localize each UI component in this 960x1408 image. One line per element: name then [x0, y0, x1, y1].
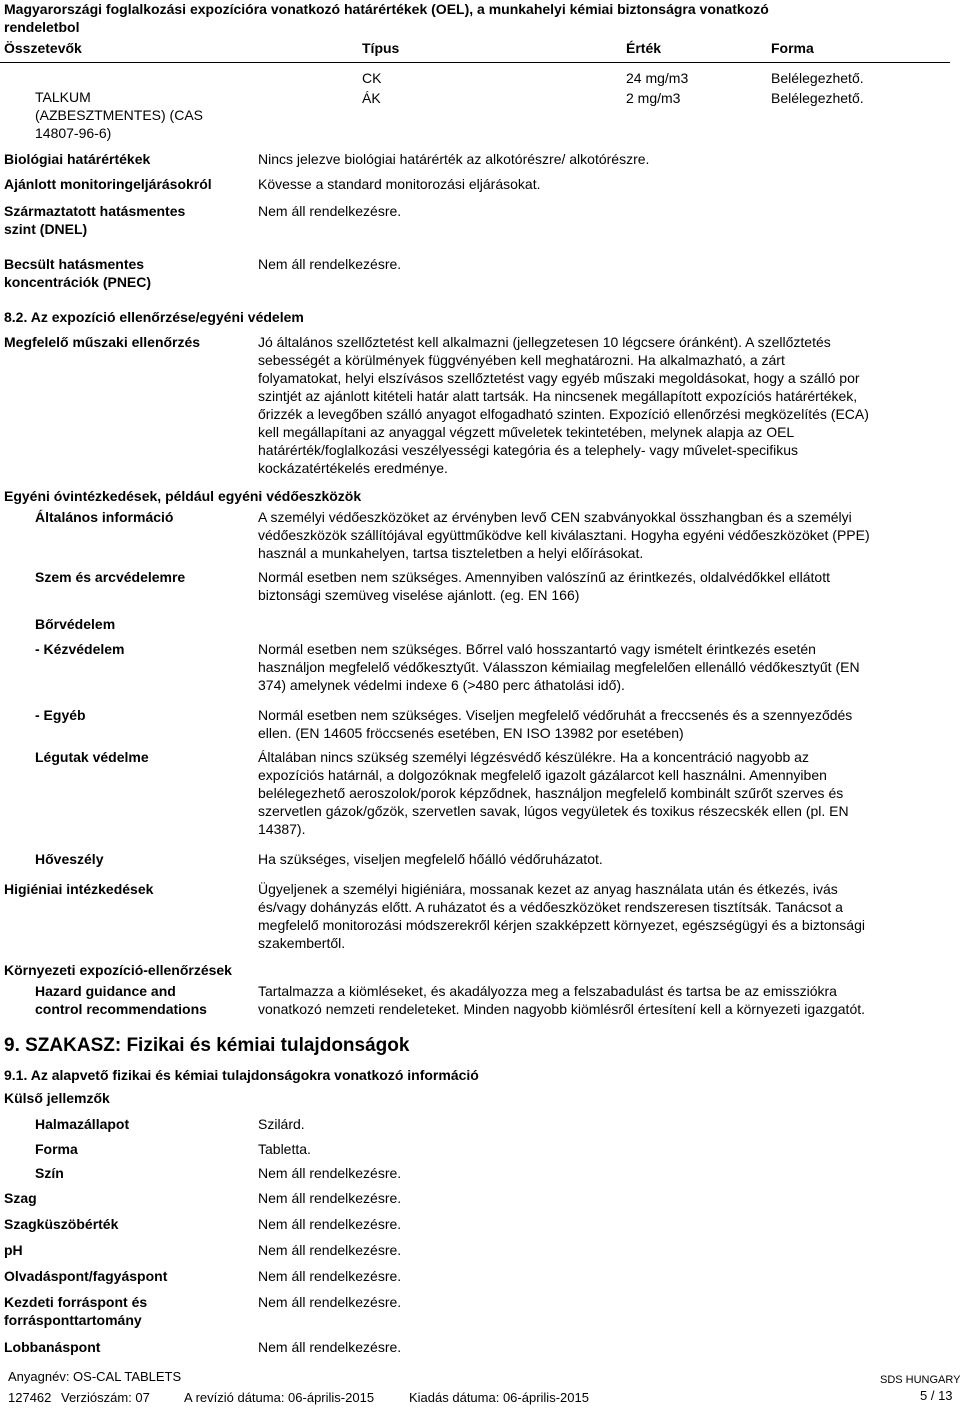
- respiratory-protection-text: [258, 748, 958, 838]
- melting-point-label: Olvadáspont/fagyáspont: [4, 1268, 168, 1284]
- bio-limits-value: Nincs jelezve biológiai határérték az alkotórészre/ alkotórészre.: [258, 151, 650, 167]
- footer-sds-label: SDS HUNGARY: [880, 1374, 960, 1386]
- respiratory-protection-line: Általában nincs szükség személyi légzésvédő készülékre. Ha a koncentráció nagyobb az: [258, 749, 809, 765]
- footer-revision-date: A revízió dátuma: 06-április-2015: [184, 1390, 375, 1405]
- other-protection-line: ellen. (EN 14605 fröccsenés esetében, EN ISO 13982 por esetében): [258, 725, 684, 741]
- respiratory-protection-line: szervetlen gázok/gőzök, szervetlen savak, lúgos vegyületek és toxikus részecskék ellen (pl. EN: [258, 803, 849, 819]
- respiratory-protection-label: Légutak védelme: [35, 749, 149, 765]
- physical-state-label: Halmazállapot: [35, 1116, 130, 1132]
- eye-protection-label: Szem és arcvédelemre: [35, 569, 186, 585]
- col-header-form: Forma: [771, 40, 814, 56]
- eye-protection-line: biztonsági szemüveg viselése ajánlott. (eg. EN 166): [258, 587, 580, 603]
- footer-issue-date: Kiadás dátuma: 06-április-2015: [409, 1390, 589, 1405]
- general-info-line: védőeszközök szállítójával együttműködve kell kiválasztani. Hogyha egyéni védőeszközöket (PPE): [258, 527, 870, 543]
- engineering-controls-line: Jó általános szellőztetést kell alkalmazni (jellegzetesen 10 légcsere óránként). A szellőztetés: [258, 334, 831, 350]
- section-9-1-heading: 9.1. Az alapvető fizikai és kémiai tulajdonságokra vonatkozó információ: [4, 1067, 479, 1083]
- footer-page-number: 5 / 13: [920, 1388, 953, 1403]
- general-info-line: A személyi védőeszközöket az érvényben levő CEN szabványokkal összhangban és a személyi: [258, 509, 852, 525]
- flash-point-value: Nem áll rendelkezésre.: [258, 1339, 402, 1355]
- general-info-line: használ a munkahelyen, tartsa tiszteletben a helyi előírásokat.: [258, 545, 644, 561]
- oel-title-line: rendeletbol: [4, 19, 80, 35]
- col-header-type: Típus: [362, 40, 400, 56]
- boiling-point-label: [4, 1293, 244, 1329]
- general-info-label: Általános információ: [35, 509, 174, 525]
- oel-type-ck: CK: [362, 70, 382, 86]
- oel-type-ak: ÁK: [362, 90, 381, 106]
- header-rule: [0, 62, 950, 63]
- color-label: Szín: [35, 1165, 64, 1181]
- oel-component: [35, 88, 255, 142]
- oel-value-ck: 24 mg/m3: [626, 70, 689, 86]
- hygiene-line: megfelelő monitorozási módszerekről kérjen szakképzett környezet, egészségügyi és a biztonsági: [258, 917, 865, 933]
- pnec-value: Nem áll rendelkezésre.: [258, 256, 402, 272]
- form-label: Forma: [35, 1141, 78, 1157]
- hand-protection-line: 374) amelynek védelmi indexe 6 (>480 perc áthatolási idő).: [258, 677, 625, 693]
- oel-title: [4, 0, 954, 36]
- hand-protection-label: - Kézvédelem: [35, 641, 125, 657]
- footer-product-name: Anyagnév: OS-CAL TABLETS: [8, 1369, 182, 1384]
- physical-state-value: Szilárd.: [258, 1116, 305, 1132]
- engineering-controls-line: őrizzék a levegőben szálló anyagot elfogadható szinten. Expozíció ellenőrzési megközelítés (ECA): [258, 406, 869, 422]
- ppe-heading: Egyéni óvintézkedések, például egyéni védőeszközök: [4, 488, 362, 504]
- other-protection-text: [258, 706, 958, 742]
- hygiene-text: [258, 880, 958, 952]
- odor-threshold-label: Szagküszöbérték: [4, 1216, 119, 1232]
- pnec-label: [4, 255, 244, 291]
- engineering-controls-text: [258, 333, 958, 477]
- dnel-value: Nem áll rendelkezésre.: [258, 203, 402, 219]
- oel-form-ak: Belélegezhető.: [771, 90, 864, 106]
- hand-protection-text: [258, 640, 958, 694]
- footer-version: Verziószám: 07: [61, 1390, 150, 1405]
- ph-value: Nem áll rendelkezésre.: [258, 1242, 402, 1258]
- dnel-label-line: Származtatott hatásmentes: [4, 203, 186, 219]
- dnel-label-line: szint (DNEL): [4, 221, 88, 237]
- form-value: Tabletta.: [258, 1141, 311, 1157]
- thermal-hazards-label: Hőveszély: [35, 851, 104, 867]
- hygiene-line: és/vagy dohányzás előtt. A ruházatot és a védőeszközöket rendszeresen tisztítsák. Tanácsot a: [258, 899, 843, 915]
- monitoring-label: Ajánlott monitoringeljárásokról: [4, 176, 212, 192]
- engineering-controls-line: kell megállapítani az anyaggal végzett műveletek tekintetében, melynek alapja az OEL: [258, 424, 795, 440]
- respiratory-protection-line: expozíciós határnál, a dolgozóknak megfelelő igazolt gázálarcot kell használni. Amennyiben: [258, 767, 827, 783]
- melting-point-value: Nem áll rendelkezésre.: [258, 1268, 402, 1284]
- col-header-value: Érték: [626, 40, 662, 56]
- oel-title-line: Magyarországi foglalkozási expozícióra vonatkozó határértékek (OEL), a munkahelyi kémiai biztonságra vonatkozó: [4, 1, 769, 17]
- col-header-component: Összetevők: [4, 40, 82, 56]
- ph-label: pH: [4, 1242, 23, 1258]
- hygiene-label: Higiéniai intézkedések: [4, 881, 154, 897]
- respiratory-protection-line: belélegezhető aeroszolok/porok képződnek, használjon megfelelő kombinált szűrőt szerves és: [258, 785, 844, 801]
- thermal-hazards-value: Ha szükséges, viseljen megfelelő hőálló védőruházatot.: [258, 851, 603, 867]
- color-value: Nem áll rendelkezésre.: [258, 1165, 402, 1181]
- odor-threshold-value: Nem áll rendelkezésre.: [258, 1216, 402, 1232]
- odor-value: Nem áll rendelkezésre.: [258, 1190, 402, 1206]
- hazard-guidance-label: [35, 982, 255, 1018]
- respiratory-protection-line: 14387).: [258, 821, 306, 837]
- hazard-guidance-line: Tartalmazza a kiömléseket, és akadályozza meg a felszabadulást és tartsa be az emissziókra: [258, 983, 837, 999]
- skin-protection-label: Bőrvédelem: [35, 616, 116, 632]
- hand-protection-line: Normál esetben nem szükséges. Bőrrel való hosszantartó vagy ismételt érintkezés esetén: [258, 641, 816, 657]
- section-9-heading: 9. SZAKASZ: Fizikai és kémiai tulajdonságok: [4, 1035, 410, 1056]
- oel-component-line: (AZBESZTMENTES) (CAS: [35, 107, 204, 123]
- hazard-guidance-label-line: Hazard guidance and: [35, 983, 176, 999]
- environmental-controls-heading: Környezeti expozíció-ellenőrzések: [4, 962, 232, 978]
- boiling-point-label-line: forrásponttartomány: [4, 1312, 142, 1328]
- hygiene-line: Ügyeljenek a személyi higiéniára, mossanak kezet az anyag használata után és étkezés, ivás: [258, 881, 838, 897]
- oel-form-ck: Belélegezhető.: [771, 70, 864, 86]
- hand-protection-line: használjon megfelelő védőkesztyűt. Válasszon kémiailag megfelelően ellenálló védőkesztyűt (EN: [258, 659, 860, 675]
- hygiene-line: szakembertől.: [258, 935, 346, 951]
- engineering-controls-line: határérték/foglalkozási veszélyességi kategória és a telephely- vagy művelet-specifikus: [258, 442, 799, 458]
- engineering-controls-label: Megfelelő műszaki ellenőrzés: [4, 334, 201, 350]
- odor-label: Szag: [4, 1190, 37, 1206]
- general-info-text: [258, 508, 958, 562]
- boiling-point-label-line: Kezdeti forráspont és: [4, 1294, 148, 1310]
- appearance-heading: Külső jellemzők: [4, 1090, 110, 1106]
- engineering-controls-line: kockázatértékelés eredménye.: [258, 460, 448, 476]
- eye-protection-line: Normál esetben nem szükséges. Amennyiben valószínű az érintkezés, oldalvédőkkel ellátott: [258, 569, 830, 585]
- hazard-guidance-line: vonatkozó nemzeti rendeleteket. Minden nagyobb kiömlésről értesítení kell a környezeti igazgatót.: [258, 1001, 866, 1017]
- engineering-controls-line: szintjét az ajánlott kitételi határ alatt tartsák. Ha nincsenek megállapított expozíciós határértékek,: [258, 388, 858, 404]
- pnec-label-line: Becsült hatásmentes: [4, 256, 145, 272]
- section-8-2-heading: 8.2. Az expozíció ellenőrzése/egyéni védelem: [4, 309, 304, 325]
- oel-component-line: 14807-96-6): [35, 125, 112, 141]
- boiling-point-value: Nem áll rendelkezésre.: [258, 1294, 402, 1310]
- eye-protection-text: [258, 568, 958, 604]
- hazard-guidance-text: [258, 982, 958, 1018]
- footer-doc-id: 127462: [8, 1390, 52, 1405]
- engineering-controls-line: folyamatokat, helyi elszívásos szellőztetést vagy egyéb műszaki megoldásokat, hogy a szálló por: [258, 370, 860, 386]
- other-protection-label: - Egyéb: [35, 707, 86, 723]
- other-protection-line: Normál esetben nem szükséges. Viseljen megfelelő védőruhát a freccsenés és a szennyeződés: [258, 707, 853, 723]
- monitoring-value: Kövesse a standard monitorozási eljárásokat.: [258, 176, 541, 192]
- flash-point-label: Lobbanáspont: [4, 1339, 101, 1355]
- dnel-label: [4, 202, 244, 238]
- hazard-guidance-label-line: control recommendations: [35, 1001, 207, 1017]
- pnec-label-line: koncentrációk (PNEC): [4, 274, 152, 290]
- bio-limits-label: Biológiai határértékek: [4, 151, 151, 167]
- oel-component-line: TALKUM: [35, 89, 91, 105]
- engineering-controls-line: sebességét a körülmények függvényében kell meghatározni. Ha alkalmazható, a zárt: [258, 352, 785, 368]
- oel-value-ak: 2 mg/m3: [626, 90, 681, 106]
